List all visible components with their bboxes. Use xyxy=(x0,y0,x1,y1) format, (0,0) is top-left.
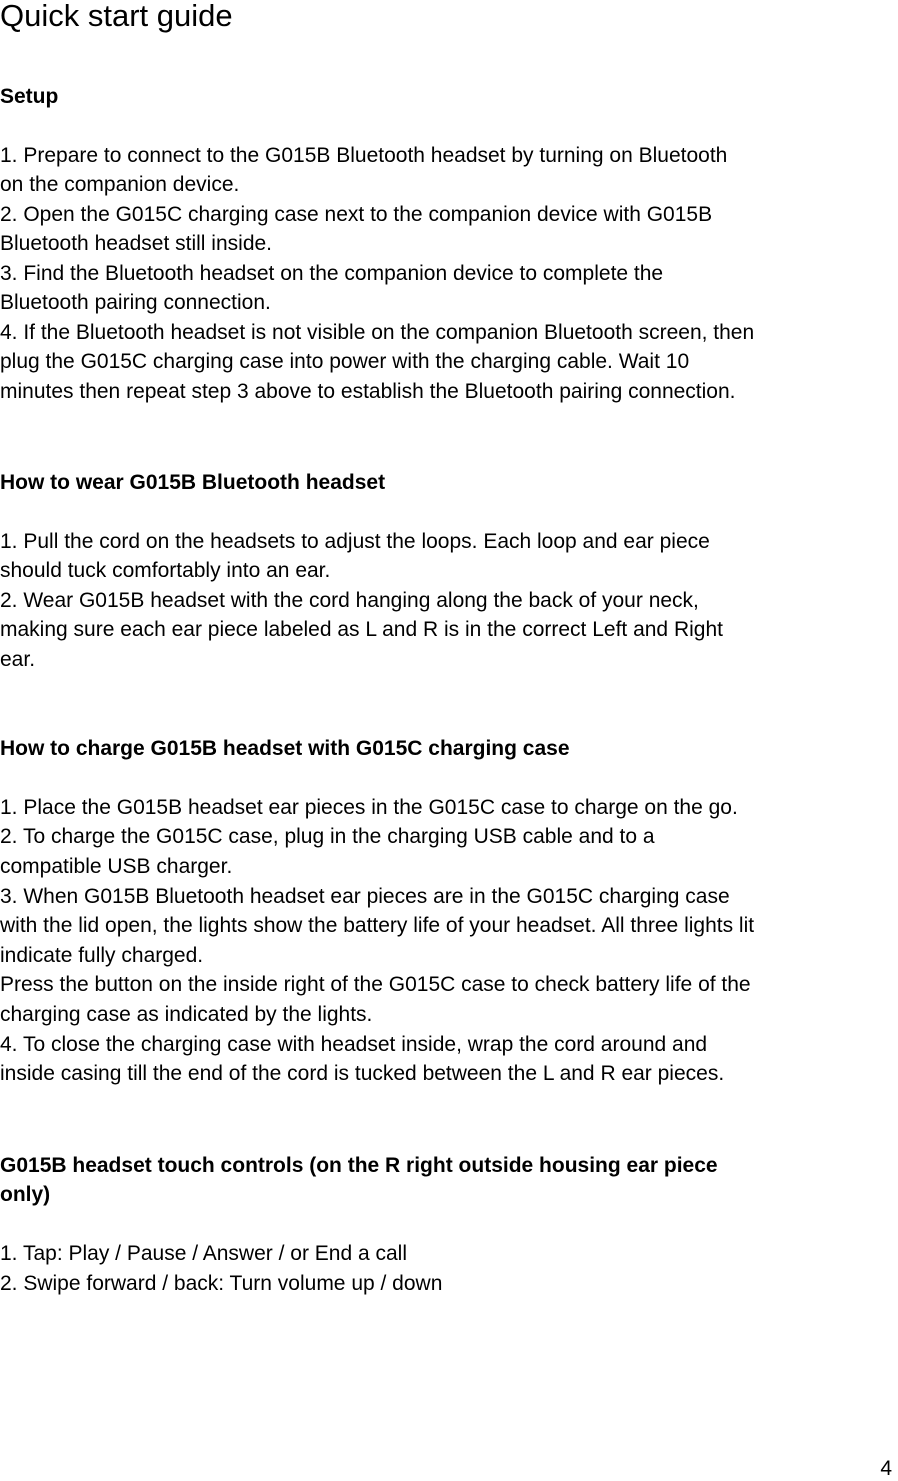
charge-line: Press the button on the inside right of the G015C case to check battery life of the xyxy=(0,973,751,996)
setup-line: 3. Find the Bluetooth headset on the companion device to complete the xyxy=(0,262,664,285)
wear-line: should tuck comfortably into an ear. xyxy=(0,559,331,582)
section-heading-how-to-charge: How to charge G015B headset with G015C charging case xyxy=(0,737,570,760)
setup-line: minutes then repeat step 3 above to establish the Bluetooth pairing connection. xyxy=(0,380,736,403)
wear-line: 2. Wear G015B headset with the cord hanging along the back of your neck, xyxy=(0,589,699,612)
setup-line: 4. If the Bluetooth headset is not visible on the companion Bluetooth screen, then xyxy=(0,321,755,344)
touch-controls-line: 1. Tap: Play / Pause / Answer / or End a call xyxy=(0,1242,407,1265)
setup-line: Bluetooth headset still inside. xyxy=(0,232,273,255)
setup-line: on the companion device. xyxy=(0,173,240,196)
setup-line: 2. Open the G015C charging case next to the companion device with G015B xyxy=(0,203,713,226)
wear-line: making sure each ear piece labeled as L and R is in the correct Left and Right xyxy=(0,618,723,641)
charge-line: inside casing till the end of the cord is tucked between the L and R ear pieces. xyxy=(0,1062,725,1085)
charge-line: 1. Place the G015B headset ear pieces in the G015C case to charge on the go. xyxy=(0,796,738,819)
setup-line: Bluetooth pairing connection. xyxy=(0,291,271,314)
charge-line: compatible USB charger. xyxy=(0,855,233,878)
wear-line: 1. Pull the cord on the headsets to adjust the loops. Each loop and ear piece xyxy=(0,530,710,553)
section-heading-touch-controls-cont: only) xyxy=(0,1183,51,1206)
section-heading-touch-controls: G015B headset touch controls (on the R right outside housing ear piece xyxy=(0,1154,718,1177)
setup-line: plug the G015C charging case into power with the charging cable. Wait 10 xyxy=(0,350,690,373)
wear-line: ear. xyxy=(0,648,36,671)
charge-line: indicate fully charged. xyxy=(0,944,204,967)
page-title: Quick start guide xyxy=(0,0,233,33)
charge-line: charging case as indicated by the lights. xyxy=(0,1003,373,1026)
charge-line: 3. When G015B Bluetooth headset ear pieces are in the G015C charging case xyxy=(0,885,730,908)
section-heading-how-to-wear: How to wear G015B Bluetooth headset xyxy=(0,471,386,494)
page-number: 4 xyxy=(880,1457,892,1480)
charge-line: with the lid open, the lights show the battery life of your headset. All three lights lit xyxy=(0,914,755,937)
charge-line: 2. To charge the G015C case, plug in the charging USB cable and to a xyxy=(0,825,655,848)
section-heading-setup: Setup xyxy=(0,85,59,108)
touch-controls-line: 2. Swipe forward / back: Turn volume up / down xyxy=(0,1272,443,1295)
charge-line: 4. To close the charging case with headset inside, wrap the cord around and xyxy=(0,1033,708,1056)
setup-line: 1. Prepare to connect to the G015B Bluetooth headset by turning on Bluetooth xyxy=(0,144,728,167)
